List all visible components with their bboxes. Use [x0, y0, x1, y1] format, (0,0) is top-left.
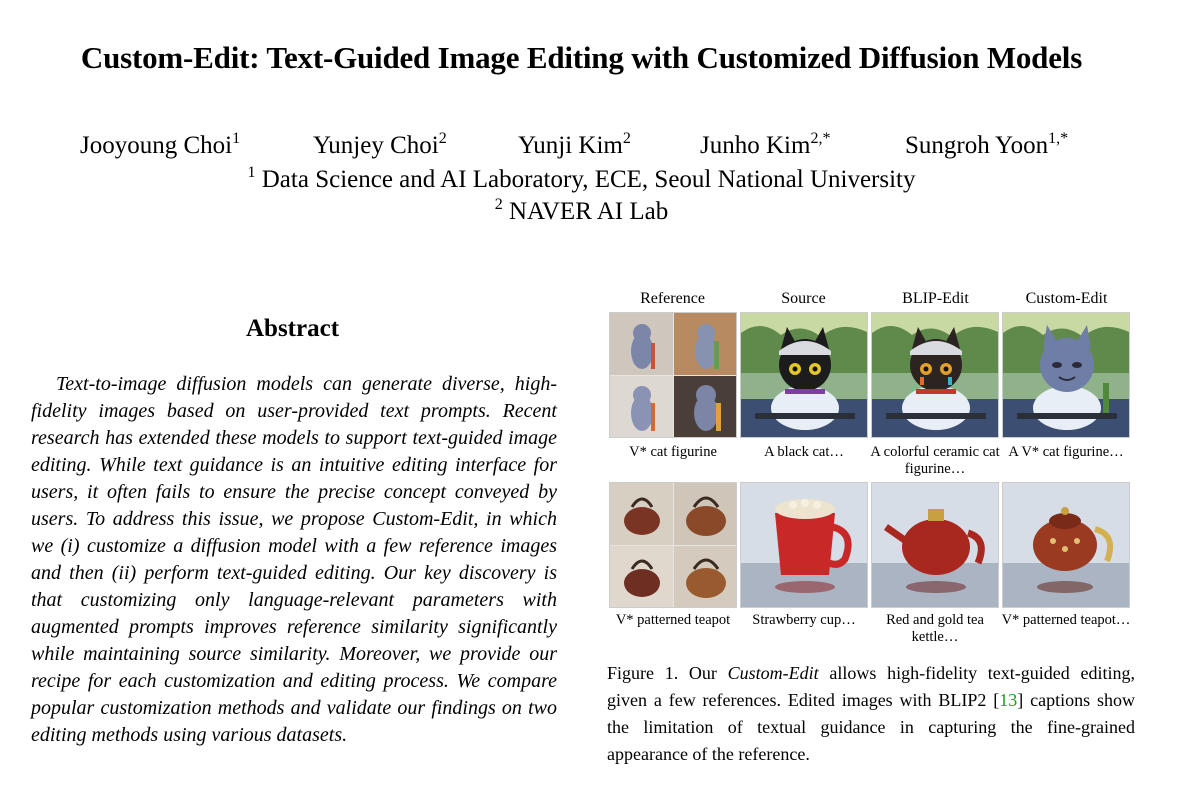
abstract-heading: Abstract: [245, 315, 340, 342]
caption-blip-teapot: Red and gold tea kettle…: [886, 612, 984, 645]
author-name-text: Jooyoung Choi: [80, 132, 233, 159]
blip-edit-image-cat: [871, 312, 999, 438]
affiliation-text: Data Science and AI Laboratory, ECE, Seoul National University: [261, 166, 916, 193]
affiliation-sup: 2: [494, 196, 503, 213]
affiliation-sup: 1: [247, 164, 256, 181]
citation-link[interactable]: 13: [999, 690, 1018, 710]
author-name: [700, 132, 830, 160]
abstract-text: Text-to-image diffusion models can generate diverse, high-fidelity images based on user-provided text prompts. Recent research has extended these models to support text-guided image editing. While text guidance is an intuitive editing interface for users, it often fails to ensure the precise concept conveyed by users. To address this issue, we propose Custom-Edit, in which we (i) customize a diffusion model with a few reference images and then (ii) perform text-guided editing. Our key discovery is that customizing only language-relevant parameters with augmented prompts improves reference similarity significantly while maintaining source similarity. Moreover, we provide our recipe for each customization and editing process. We compare popular customization methods and validate our findings on two editing methods using various datasets.: [31, 373, 557, 746]
source-image-cat: [740, 312, 868, 438]
author-sup: 1,*: [1048, 130, 1069, 147]
teapot-reference-illustration: [610, 483, 737, 608]
author-list: [0, 132, 1163, 166]
column-header-reference: Reference: [640, 290, 705, 307]
figure-caption-text: ] captions show the limitation of textual guidance in capturing the fine-grained appearance of the reference.: [607, 690, 1135, 764]
caption-custom-teapot: V* patterned teapot…: [1001, 612, 1131, 628]
column-header-source: Source: [781, 290, 826, 307]
caption-blip-cat: A colorful ceramic cat figurine…: [870, 444, 1000, 477]
figure-caption-text: allows high-fidelity text-guided editing, given a few references. Edited images with BLIP2 [: [607, 663, 1135, 710]
caption-source-cat: A black cat…: [764, 444, 844, 460]
paper-title: Custom-Edit: Text-Guided Image Editing with Customized Diffusion Models: [80, 40, 1083, 75]
figure-caption: [607, 660, 1135, 768]
caption-custom-cat: A V* cat figurine…: [1008, 444, 1124, 460]
author-name-text: Sungroh Yoon: [905, 132, 1049, 159]
source-image-teapot: [740, 482, 868, 608]
affiliation: [0, 198, 1163, 226]
author-sup: 2: [622, 130, 631, 147]
column-header-custom-edit: Custom-Edit: [1025, 290, 1108, 307]
red-gold-kettle-illustration: [872, 483, 999, 608]
patterned-teapot-edit-illustration: [1003, 483, 1130, 608]
reference-image-cat: [609, 312, 737, 438]
caption-ref-teapot: V* patterned teapot: [615, 612, 731, 628]
affiliation: [0, 166, 1163, 194]
figure-caption-label: Figure 1. Our: [607, 663, 728, 683]
figure-1: [605, 286, 1145, 646]
colorful-cat-edit-illustration: [872, 313, 999, 438]
author-name-text: Yunjey Choi: [313, 132, 439, 159]
affiliation-text: NAVER AI Lab: [508, 198, 669, 225]
author-name: [80, 132, 240, 160]
strawberry-cup-illustration: [741, 483, 868, 608]
caption-ref-cat: V* cat figurine: [629, 444, 717, 460]
author-sup: 1: [232, 130, 241, 147]
custom-edit-image-teapot: [1002, 482, 1130, 608]
author-sup: 2,*: [810, 130, 831, 147]
reference-image-teapot: [609, 482, 737, 608]
cat-figurine-reference-illustration: [610, 313, 737, 438]
author-name-text: Yunji Kim: [518, 132, 623, 159]
caption-source-teapot: Strawberry cup…: [752, 612, 856, 628]
blip-edit-image-teapot: [871, 482, 999, 608]
figure-caption-method: Custom-Edit: [727, 663, 819, 683]
author-name: [313, 132, 447, 160]
author-sup: 2: [438, 130, 447, 147]
author-name: [905, 132, 1068, 160]
author-name-text: Junho Kim: [700, 132, 811, 159]
black-cat-scooter-illustration: [741, 313, 868, 438]
ceramic-cat-edit-illustration: [1003, 313, 1130, 438]
custom-edit-image-cat: [1002, 312, 1130, 438]
author-name: [518, 132, 631, 160]
column-header-blip-edit: BLIP-Edit: [902, 290, 969, 307]
